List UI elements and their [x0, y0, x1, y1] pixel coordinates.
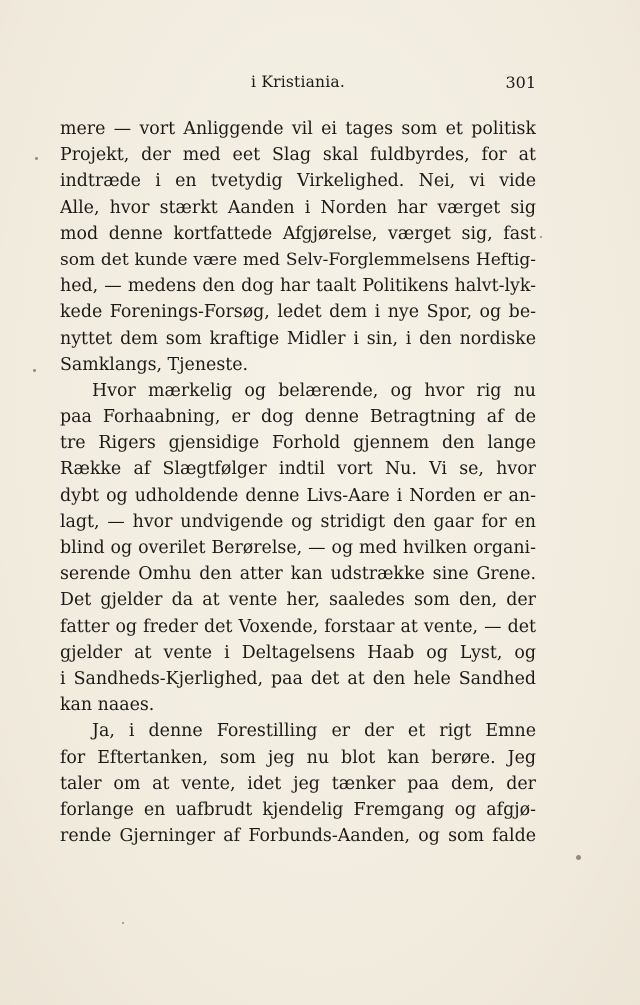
- text-line: lagt, — hvor undvigende og stridigt den gaar for en: [60, 511, 536, 532]
- text-line: dybt og udholdende denne Livs-Aare i Norden er an-: [60, 485, 536, 506]
- page-number: 301: [505, 73, 536, 92]
- text-line: som det kunde være med Selv-Forglemmelsens Heftig-: [60, 249, 536, 270]
- text-line: serende Omhu den atter kan udstrække sine Grene.: [60, 564, 536, 585]
- running-head: [60, 73, 536, 97]
- text-line: kan naaes.: [60, 695, 155, 716]
- print-speck: [33, 369, 36, 372]
- text-line: gjelder at vente i Deltagelsens Haab og Lyst, og: [60, 642, 536, 663]
- text-line: hed, — medens den dog har taalt Politikens halvt-lyk-: [60, 276, 536, 297]
- text-line: Det gjelder da at vente her, saaledes som den, der: [60, 590, 536, 611]
- running-title: i Kristiania.: [251, 73, 345, 91]
- text-line: Hvor mærkelig og belærende, og hvor rig nu: [92, 380, 536, 401]
- paragraph-3: [60, 718, 536, 849]
- body-text: [60, 116, 536, 849]
- text-line: kede Forenings-Forsøg, ledet dem i nye Spor, og be-: [60, 302, 536, 323]
- text-line: Samklangs, Tjeneste.: [60, 354, 249, 375]
- paragraph-2: [60, 378, 536, 718]
- paragraph-1: [60, 116, 536, 378]
- text-line: forlange en uafbrudt kjendelig Fremgang og afgjø-: [60, 799, 536, 820]
- text-line: fatter og freder det Voxende, forstaar at vente, — det: [60, 616, 536, 637]
- text-line: indtræde i en tvetydig Virkelighed. Nei, vi vide: [60, 171, 536, 192]
- text-line: blind og overilet Berørelse, — og med hvilken organi-: [60, 538, 536, 558]
- text-line: i Sandheds-Kjerlighed, paa det at den hele Sandhed: [60, 668, 536, 689]
- text-line: Række af Slægtfølger indtil vort Nu. Vi se, hvor: [60, 459, 536, 480]
- print-speck: [576, 855, 581, 860]
- text-line: Ja, i denne Forestilling er der et rigt Emne: [92, 721, 536, 742]
- text-line: Projekt, der med eet Slag skal fuldbyrdes, for at: [60, 145, 536, 166]
- text-line: paa Forhaabning, er dog denne Betragtning af de: [60, 407, 536, 428]
- text-line: rende Gjerninger af Forbunds-Aanden, og som falde: [60, 826, 536, 847]
- text-line: Alle, hvor stærkt Aanden i Norden har værget sig: [60, 197, 536, 218]
- print-speck: [540, 236, 542, 238]
- text-line: mod denne kortfattede Afgjørelse, værget sig, fast: [60, 223, 536, 244]
- text-line: tre Rigers gjensidige Forhold gjennem den lange: [60, 433, 536, 454]
- text-line: nyttet dem som kraftige Midler i sin, i den nordiske: [60, 328, 536, 349]
- text-line: taler om at vente, idet jeg tænker paa dem, der: [60, 773, 536, 794]
- text-line: mere — vort Anliggende vil ei tages som et politisk: [60, 119, 536, 139]
- print-speck: [122, 922, 124, 924]
- print-speck: [35, 157, 38, 160]
- text-line: for Eftertanken, som jeg nu blot kan berøre. Jeg: [60, 747, 536, 768]
